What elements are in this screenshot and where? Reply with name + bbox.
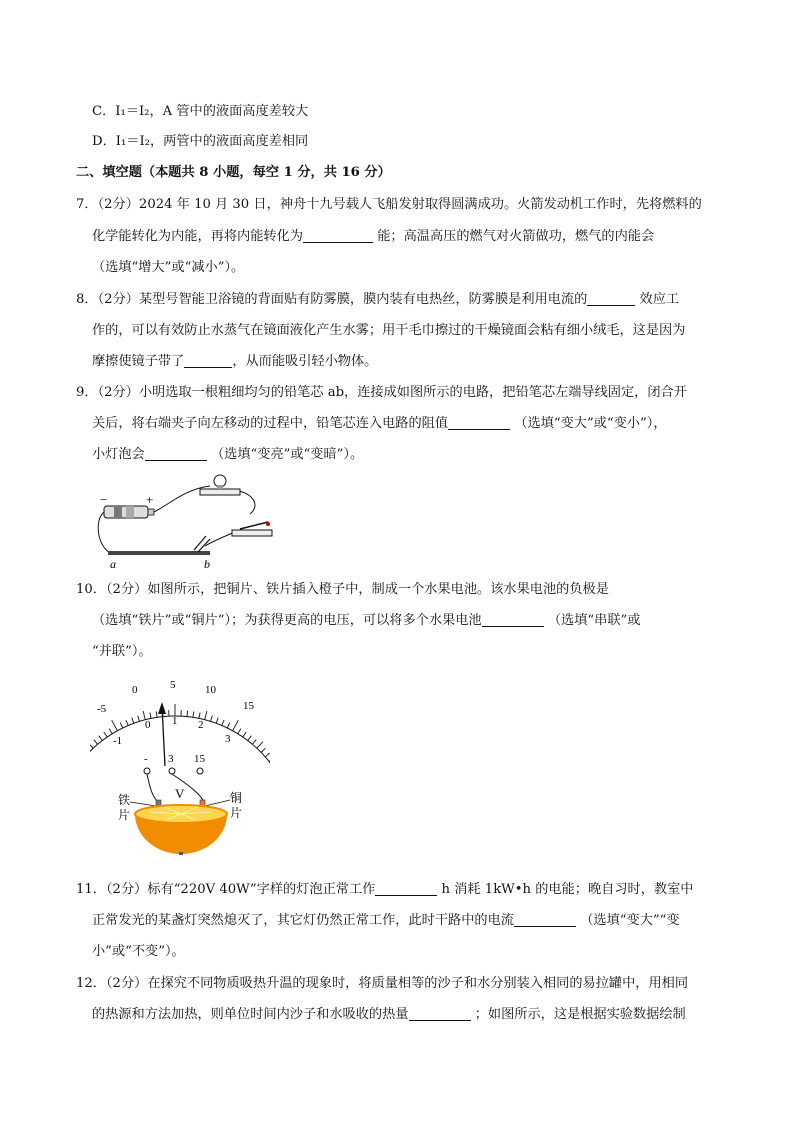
q7-line2 bbox=[92, 227, 654, 247]
q11-text-a: 11．（2分）标有“220V 40W”字样的灯泡正常工作 bbox=[76, 882, 376, 897]
point-b-label: b bbox=[204, 557, 210, 571]
q11-line2 bbox=[92, 911, 680, 931]
point-a-label: a bbox=[110, 557, 116, 571]
q11-text-c: 正常发光的某盏灯突然熄灭了，其它灯仍然正常工作，此时干路中的电流 bbox=[92, 913, 514, 928]
q7-line1: 7．（2分）2024 年 10 月 30 日，神舟十九号载人飞船发射取得圆满成功。火箭发动机工作时，先将燃料的 bbox=[76, 197, 702, 212]
scale-tick bbox=[132, 718, 134, 724]
scale-tick bbox=[216, 718, 218, 724]
option-d: D．I₁＝I₂，两管中的液面高度差相同 bbox=[92, 134, 309, 149]
terminal-label: - bbox=[144, 753, 148, 765]
answer-blank[interactable] bbox=[375, 880, 437, 896]
answer-blank[interactable] bbox=[184, 352, 232, 368]
scale-tick bbox=[252, 740, 256, 745]
answer-blank[interactable] bbox=[587, 290, 635, 306]
top-scale-label: 15 bbox=[243, 700, 254, 712]
copper-label: 片 bbox=[230, 806, 243, 820]
scale-tick bbox=[265, 753, 270, 757]
bottom-scale-label: -1 bbox=[113, 735, 123, 747]
q11-text-d: （选填“变大”“变 bbox=[580, 913, 680, 928]
top-scale-label: 5 bbox=[170, 679, 176, 691]
answer-blank[interactable] bbox=[145, 445, 207, 461]
q7-text-b: 能；高温高压的燃气对火箭做功，燃气的内能会 bbox=[377, 229, 655, 244]
meter-symbol: V bbox=[175, 786, 185, 801]
answer-blank[interactable] bbox=[409, 1005, 471, 1021]
scale-tick bbox=[257, 742, 263, 749]
meter-needle bbox=[162, 706, 165, 766]
q10-line3: “并联”）。 bbox=[92, 644, 152, 659]
q10-line2 bbox=[92, 611, 640, 631]
bottom-scale-label: 2 bbox=[198, 719, 204, 731]
q9-text-c: 小灯泡会 bbox=[92, 447, 145, 462]
answer-blank[interactable] bbox=[448, 414, 510, 430]
scale-tick bbox=[90, 742, 93, 749]
scale-tick bbox=[205, 711, 207, 720]
battery-plus-label: + bbox=[146, 492, 154, 507]
q7-line3: （选填“增大”或“减小”）。 bbox=[92, 260, 245, 275]
terminal-label: 3 bbox=[168, 753, 174, 765]
terminal-label: 15 bbox=[194, 753, 205, 765]
scale-tick bbox=[233, 720, 239, 731]
q8-text-d: ，从而能吸引轻小物体。 bbox=[232, 354, 378, 369]
answer-blank[interactable] bbox=[514, 911, 576, 927]
top-scale-label: 10 bbox=[205, 684, 216, 696]
scale-tick bbox=[126, 720, 128, 726]
scale-tick bbox=[99, 736, 103, 741]
scale-tick bbox=[104, 732, 107, 737]
scale-tick bbox=[138, 716, 140, 722]
needle-tip bbox=[158, 702, 166, 714]
copper-label: 铜 bbox=[230, 791, 243, 805]
scale-tick bbox=[227, 723, 230, 728]
q12-text-a: 的热源和方法加热，则单位时间内沙子和水吸收的热量 bbox=[92, 1007, 409, 1022]
q11-line3: 小”或“不变”）。 bbox=[92, 944, 185, 959]
q9-line1: 9．（2分）小明选取一根粗细均匀的铅笔芯 ab，连接成如图所示的电路，把铅笔芯左端导线固定，闭合开 bbox=[76, 385, 687, 400]
battery-icon bbox=[104, 506, 154, 518]
bottom-scale-label: 0 bbox=[145, 719, 151, 731]
switch-icon bbox=[232, 522, 272, 536]
scale-tick bbox=[112, 720, 118, 731]
scale-tick bbox=[211, 716, 213, 722]
terminal-3 bbox=[169, 768, 175, 774]
scale-tick bbox=[199, 713, 200, 719]
wire bbox=[147, 774, 158, 802]
q10-line1: 10．（2分）如图所示，把铜片、铁片插入橙子中，制成一个水果电池。该水果电池的负极是 bbox=[76, 582, 609, 597]
q7-text-a: 化学能转化为内能，再将内能转化为 bbox=[92, 229, 303, 244]
scale-tick bbox=[238, 729, 241, 734]
q10-text-a: （选填“铁片”或“铜片”）；为获得更高的电压，可以将多个水果电池 bbox=[92, 613, 482, 628]
q9-text-d: （选填“变亮”或“变暗”）。 bbox=[210, 447, 364, 462]
top-scale-label: -5 bbox=[97, 703, 107, 715]
q8-text-a: 8．（2分）某型号智能卫浴镜的背面贴有防雾膜，膜内装有电热丝，防雾膜是利用电流的 bbox=[76, 292, 588, 307]
scale-tick bbox=[187, 711, 188, 717]
circuit-diagram bbox=[90, 474, 290, 574]
scale-tick bbox=[109, 729, 112, 734]
q8-line2: 作的，可以有效防止水蒸气在镜面液化产生水雾；用干毛巾擦过的干燥镜面会粘有细小绒毛，这是因为 bbox=[92, 323, 686, 338]
leader-line bbox=[130, 802, 156, 806]
q9-text-b: （选填“变大”或“变小”）， bbox=[514, 416, 667, 431]
scale-tick bbox=[261, 748, 265, 752]
answer-blank[interactable] bbox=[303, 227, 373, 243]
q9-text-a: 关后，将右端夹子向左移动的过程中，铅笔芯连入电路的阻值 bbox=[92, 416, 449, 431]
q12-text-b: ；如图所示，这是根据实验数据绘制 bbox=[474, 1007, 686, 1022]
orange-icon bbox=[135, 805, 227, 855]
iron-label: 铁 bbox=[118, 793, 131, 807]
scale-tick bbox=[94, 740, 98, 745]
q12-line1: 12．（2分）在探究不同物质吸热升温的现象时，将质量相等的沙子和水分别装入相同的易拉罐中，用相同 bbox=[76, 976, 689, 991]
pencil-lead bbox=[108, 551, 210, 555]
battery-minus-label: − bbox=[100, 492, 108, 507]
q11-line1 bbox=[76, 880, 693, 900]
scale-tick bbox=[222, 720, 224, 726]
q9-line2 bbox=[92, 414, 667, 434]
answer-blank[interactable] bbox=[482, 611, 544, 627]
scale-tick bbox=[248, 736, 252, 741]
terminal-15 bbox=[197, 768, 203, 774]
q12-line2 bbox=[92, 1005, 686, 1025]
scale-tick bbox=[243, 732, 246, 737]
option-c: C．I₁＝I₂，A 管中的液面高度差较大 bbox=[92, 104, 309, 119]
leader-line bbox=[205, 800, 230, 806]
terminal-minus bbox=[144, 768, 150, 774]
scale-tick bbox=[150, 713, 151, 719]
q10-text-b: （选填“串联”或 bbox=[547, 613, 641, 628]
scale-tick bbox=[269, 758, 270, 762]
q9-line3 bbox=[92, 445, 363, 465]
scale-tick bbox=[193, 711, 194, 717]
scale-tick bbox=[120, 723, 123, 728]
bottom-scale-label: 1 bbox=[172, 715, 178, 727]
q8-text-c: 摩擦使镜子带了 bbox=[92, 354, 185, 369]
scale-tick bbox=[156, 711, 157, 717]
q8-line1 bbox=[76, 290, 679, 310]
bulb-icon bbox=[200, 475, 240, 495]
section-heading: 二、填空题（本题共 8 小题，每空 1 分，共 16 分） bbox=[76, 165, 391, 180]
top-scale-label: 0 bbox=[132, 684, 138, 696]
q11-text-b: h 消耗 1kW•h 的电能；晚自习时，教室中 bbox=[441, 882, 694, 897]
iron-label: 片 bbox=[118, 808, 131, 822]
q8-line3 bbox=[92, 352, 377, 372]
bottom-scale-label: 3 bbox=[225, 733, 231, 745]
fruit-battery-diagram bbox=[90, 676, 270, 866]
q8-text-b: 效应工 bbox=[639, 292, 680, 307]
